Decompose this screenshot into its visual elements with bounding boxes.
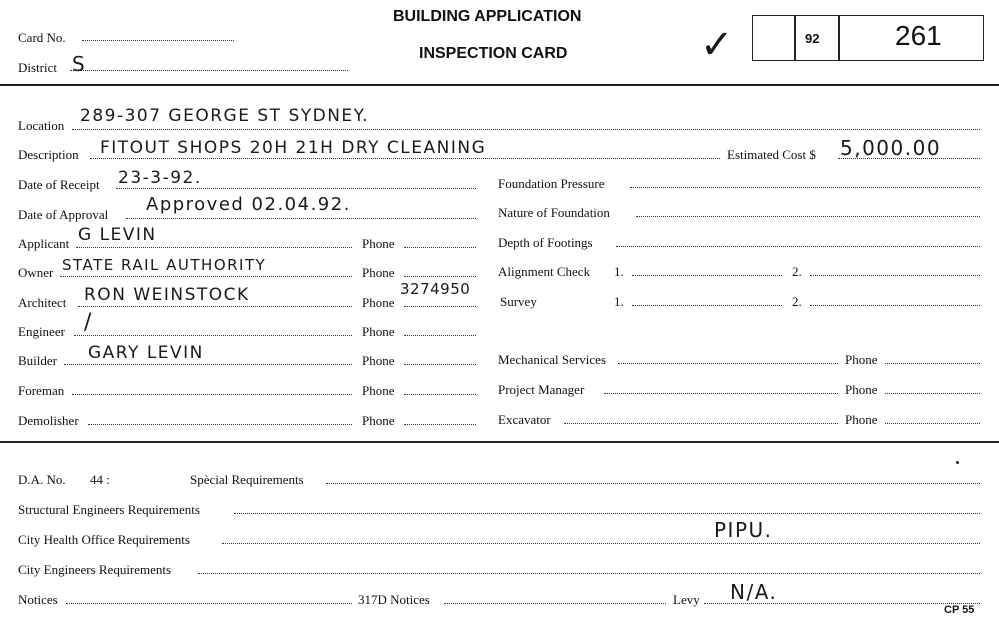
foundation-pressure-line <box>630 187 980 188</box>
ink-dot <box>956 461 959 464</box>
architect-phone-line <box>404 306 476 307</box>
number-box-divider <box>794 15 796 61</box>
special-requirements-label: Spècial Requirements <box>190 472 304 487</box>
date-of-approval-label: Date of Approval <box>18 207 109 222</box>
engineer-value: / <box>84 310 93 335</box>
demolisher-label: Demolisher <box>18 413 79 428</box>
date-of-approval-line <box>126 218 476 219</box>
requirements-divider <box>0 441 999 443</box>
number-box-divider <box>838 15 840 61</box>
project-manager-label: Project Manager <box>498 382 585 397</box>
survey-label: Survey <box>500 294 537 309</box>
city-engineers-requirements-label: City Engineers Requirements <box>18 562 172 577</box>
builder-label: Builder <box>18 353 57 368</box>
estimated-cost-value: 5,000.00 <box>840 136 942 160</box>
mechanical-services-phone-line <box>885 363 980 364</box>
builder-phone-label: Phone <box>362 353 395 368</box>
card-no-label: Card No. <box>18 30 66 45</box>
survey-2-line <box>810 305 980 306</box>
excavator-line <box>564 423 838 424</box>
description-line <box>90 158 720 159</box>
description-value: FITOUT SHOPS 20H 21H DRY CLEANING <box>100 138 487 158</box>
title-line-1: BUILDING APPLICATION <box>393 8 582 25</box>
district-value: S <box>72 52 87 76</box>
district-line <box>70 70 348 71</box>
check-mark-icon: ✓ <box>700 22 736 68</box>
structural-requirements-line <box>234 513 980 514</box>
date-of-receipt-label: Date of Receipt <box>18 177 100 192</box>
architect-label: Architect <box>18 295 67 310</box>
notices-317d-line <box>444 603 666 604</box>
owner-line <box>60 276 352 277</box>
city-health-requirements-label: City Health Office Requirements <box>18 532 190 547</box>
location-value: 289-307 GEORGE ST SYDNEY. <box>80 106 370 126</box>
project-manager-line <box>604 393 838 394</box>
date-of-receipt-value: 23-3-92. <box>118 168 202 188</box>
engineer-phone-label: Phone <box>362 324 395 339</box>
builder-line <box>64 364 352 365</box>
demolisher-line <box>88 424 352 425</box>
architect-line <box>78 306 352 307</box>
card-no-line <box>82 40 234 41</box>
special-requirements-line <box>326 483 980 484</box>
levy-label: Levy <box>673 592 700 607</box>
architect-value: RON WEINSTOCK <box>84 285 250 305</box>
estimated-cost-label: Estimated Cost $ <box>727 147 816 162</box>
engineer-line <box>74 335 352 336</box>
excavator-phone-label: Phone <box>845 412 878 427</box>
mechanical-services-label: Mechanical Services <box>498 352 606 367</box>
description-label: Description <box>18 147 79 162</box>
builder-phone-line <box>404 364 476 365</box>
applicant-label: Applicant <box>18 236 70 251</box>
engineer-phone-line <box>404 335 476 336</box>
alignment-check-1-line <box>632 275 782 276</box>
demolisher-phone-line <box>404 424 476 425</box>
year-value: 92 <box>805 31 820 46</box>
alignment-check-2-line <box>810 275 980 276</box>
date-of-approval-value: Approved 02.04.92. <box>146 194 351 215</box>
project-manager-phone-label: Phone <box>845 382 878 397</box>
foreman-label: Foreman <box>18 383 65 398</box>
mechanical-services-line <box>618 363 838 364</box>
notices-317d-label: 317D Notices <box>358 592 430 607</box>
card-number-box <box>752 15 984 61</box>
survey-1-line <box>632 305 782 306</box>
card-number-value: 261 <box>895 20 942 51</box>
applicant-phone-label: Phone <box>362 236 395 251</box>
form-code: CP 55 <box>944 604 975 616</box>
applicant-value: G LEVIN <box>78 225 157 245</box>
owner-label: Owner <box>18 265 54 280</box>
city-health-requirements-line <box>222 543 980 544</box>
excavator-phone-line <box>885 423 980 424</box>
foreman-line <box>72 394 352 395</box>
nature-of-foundation-line <box>636 216 980 217</box>
architect-phone-label: Phone <box>362 295 395 310</box>
header-divider <box>0 84 999 86</box>
engineer-label: Engineer <box>18 324 65 339</box>
mechanical-services-phone-label: Phone <box>845 352 878 367</box>
owner-value: STATE RAIL AUTHORITY <box>62 256 267 274</box>
applicant-line <box>76 247 352 248</box>
survey-1-label: 1. <box>614 294 624 309</box>
depth-of-footings-label: Depth of Footings <box>498 235 593 250</box>
alignment-check-2-label: 2. <box>792 264 802 279</box>
city-engineers-requirements-line <box>198 573 980 574</box>
district-label: District <box>18 60 57 75</box>
estimated-cost-line <box>838 158 980 159</box>
notices-label: Notices <box>18 592 58 607</box>
date-of-receipt-line <box>116 188 476 189</box>
architect-phone-value: 3274950 <box>400 280 471 298</box>
applicant-phone-line <box>404 247 476 248</box>
da-no-value: 44 : <box>90 472 110 487</box>
nature-of-foundation-label: Nature of Foundation <box>498 205 610 220</box>
foreman-phone-label: Phone <box>362 383 395 398</box>
da-no-label: D.A. No. <box>18 472 66 487</box>
project-manager-phone-line <box>885 393 980 394</box>
notices-line <box>66 603 352 604</box>
foundation-pressure-label: Foundation Pressure <box>498 176 605 191</box>
survey-2-label: 2. <box>792 294 802 309</box>
location-line <box>72 129 980 130</box>
excavator-label: Excavator <box>498 412 551 427</box>
foreman-phone-line <box>404 394 476 395</box>
builder-value: GARY LEVIN <box>88 343 204 363</box>
location-label: Location <box>18 118 65 133</box>
alignment-check-label: Alignment Check <box>498 264 591 279</box>
alignment-check-1-label: 1. <box>614 264 624 279</box>
demolisher-phone-label: Phone <box>362 413 395 428</box>
city-health-requirements-value: PIPU. <box>714 518 773 542</box>
depth-of-footings-line <box>616 246 980 247</box>
levy-value: N/A. <box>730 580 778 604</box>
owner-phone-line <box>404 276 476 277</box>
structural-requirements-label: Structural Engineers Requirements <box>18 502 200 517</box>
title-line-2: INSPECTION CARD <box>419 45 568 62</box>
owner-phone-label: Phone <box>362 265 395 280</box>
levy-line <box>704 603 980 604</box>
